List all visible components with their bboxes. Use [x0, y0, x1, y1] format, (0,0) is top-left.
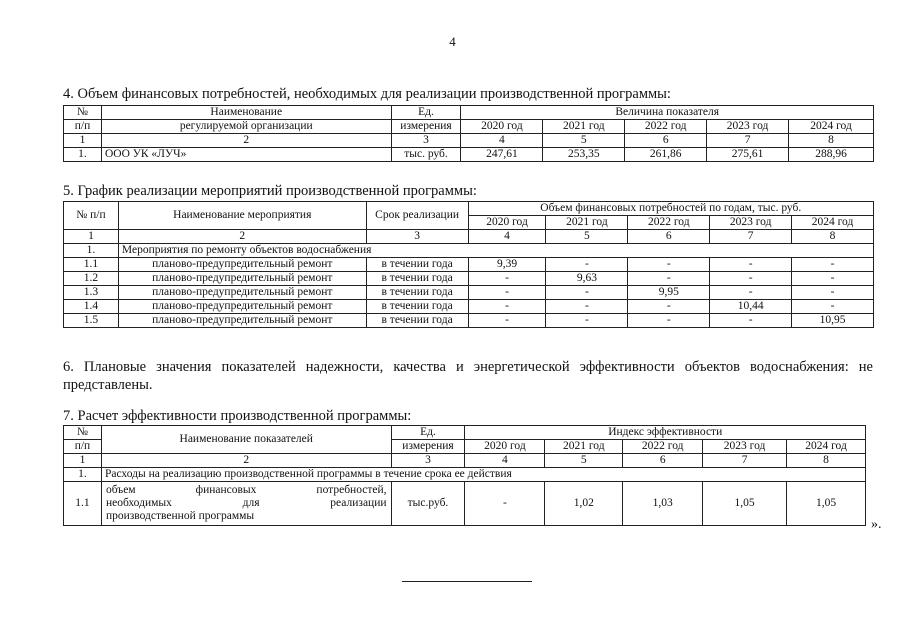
index-cell: 1: [64, 134, 102, 148]
value-cell: -: [710, 258, 792, 272]
year-header: 2022 год: [623, 440, 703, 454]
activity-name: планово-предупредительный ремонт: [118, 286, 366, 300]
value-cell: 9,95: [628, 286, 710, 300]
value-cell: -: [792, 272, 874, 286]
year-header: 2020 год: [468, 216, 546, 230]
section-5-heading: 5. График реализации мероприятий производственной программы:: [63, 183, 477, 199]
value-cell: 10,95: [792, 314, 874, 328]
term-cell: в течении года: [366, 314, 468, 328]
table-row: [64, 148, 874, 162]
table-row: [64, 272, 874, 286]
index-cell: 5: [545, 454, 623, 468]
row-number: 1.2: [64, 272, 119, 286]
col-num-header: № п/п: [64, 202, 119, 230]
term-cell: в течении года: [366, 300, 468, 314]
index-cell: 2: [101, 454, 391, 468]
year-header: 2022 год: [625, 120, 707, 134]
col-index-header: Индекс эффективности: [465, 426, 866, 440]
value-cell: -: [546, 258, 628, 272]
value-cell: 288,96: [789, 148, 874, 162]
value-cell: -: [546, 286, 628, 300]
year-header: 2024 год: [789, 120, 874, 134]
value-cell: -: [468, 272, 546, 286]
year-header: 2020 год: [461, 120, 543, 134]
indicator-name-line: производственной программы: [105, 510, 255, 522]
index-cell: 8: [787, 454, 866, 468]
col-num-header: п/п: [64, 440, 102, 454]
activity-name: планово-предупредительный ремонт: [118, 272, 366, 286]
col-term-header: Срок реализации: [366, 202, 468, 230]
index-cell: 3: [366, 230, 468, 244]
row-number: 1.1: [64, 482, 102, 526]
col-unit-header: Ед.: [391, 426, 465, 440]
group-row: [64, 468, 866, 482]
index-cell: 8: [789, 134, 874, 148]
col-value-header: Величина показателя: [461, 106, 874, 120]
index-cell: 3: [391, 134, 461, 148]
indicator-name: [101, 482, 391, 526]
value-cell: 10,44: [710, 300, 792, 314]
col-num-header: п/п: [64, 120, 102, 134]
value-cell: -: [792, 258, 874, 272]
unit-cell: тыс. руб.: [391, 148, 461, 162]
group-row: [64, 244, 874, 258]
year-header: 2024 год: [787, 440, 866, 454]
value-cell: -: [468, 286, 546, 300]
index-cell: 4: [465, 454, 545, 468]
table-row: [64, 286, 874, 300]
value-cell: -: [628, 258, 710, 272]
activity-name: планово-предупредительный ремонт: [118, 258, 366, 272]
group-number: 1.: [64, 468, 102, 482]
col-unit-header: Ед.: [391, 106, 461, 120]
group-number: 1.: [64, 244, 119, 258]
index-cell: 4: [468, 230, 546, 244]
unit-cell: тыс.руб.: [391, 482, 465, 526]
index-cell: 2: [101, 134, 391, 148]
year-header: 2023 год: [703, 440, 787, 454]
term-cell: в течении года: [366, 286, 468, 300]
index-cell: 6: [628, 230, 710, 244]
col-num-header: №: [64, 106, 102, 120]
index-cell: 5: [546, 230, 628, 244]
section-6-text-line1: 6. Плановые значения показателей надежности, качества и энергетической эффективности объектов водоснабжения: не: [63, 359, 873, 375]
index-cell: 7: [707, 134, 789, 148]
value-cell: -: [465, 482, 545, 526]
schedule-table: [63, 201, 874, 328]
organization-name: ООО УК «ЛУЧ»: [101, 148, 391, 162]
row-number: 1.3: [64, 286, 119, 300]
col-volume-header: Объем финансовых потребностей по годам, тыс. руб.: [468, 202, 873, 216]
col-num-header: №: [64, 426, 102, 440]
table-row: [64, 482, 866, 526]
value-cell: -: [546, 300, 628, 314]
value-cell: 275,61: [707, 148, 789, 162]
section-7-heading: 7. Расчет эффективности производственной программы:: [63, 408, 412, 424]
value-cell: -: [468, 300, 546, 314]
activity-name: планово-предупредительный ремонт: [118, 300, 366, 314]
indicator-name-line: объем финансовых потребностей,: [105, 484, 387, 496]
year-header: 2021 год: [545, 440, 623, 454]
group-title: Расходы на реализацию производственной программы в течение срока ее действия: [101, 468, 865, 482]
index-cell: 6: [623, 454, 703, 468]
index-cell: 5: [543, 134, 625, 148]
financial-needs-table: [63, 105, 874, 162]
page-number: 4: [449, 34, 456, 49]
year-header: 2020 год: [465, 440, 545, 454]
col-unit-header: измерения: [391, 120, 461, 134]
index-cell: 2: [118, 230, 366, 244]
year-header: 2021 год: [546, 216, 628, 230]
value-cell: 261,86: [625, 148, 707, 162]
value-cell: -: [710, 272, 792, 286]
year-header: 2024 год: [792, 216, 874, 230]
row-number: 1.4: [64, 300, 119, 314]
col-org-header: регулируемой организации: [101, 120, 391, 134]
index-cell: 8: [792, 230, 874, 244]
table-row: [64, 314, 874, 328]
index-cell: 6: [625, 134, 707, 148]
group-title: Мероприятия по ремонту объектов водоснабжения: [118, 244, 873, 258]
indicator-name-line: необходимых для реализации: [105, 497, 387, 509]
table-row: [64, 300, 874, 314]
activity-name: планово-предупредительный ремонт: [118, 314, 366, 328]
value-cell: 1,03: [623, 482, 703, 526]
term-cell: в течении года: [366, 258, 468, 272]
value-cell: 9,39: [468, 258, 546, 272]
year-header: 2023 год: [707, 120, 789, 134]
section-6-text-line2: представлены.: [63, 377, 153, 393]
table-row: [64, 258, 874, 272]
col-org-header: Наименование: [101, 106, 391, 120]
footnote-divider: [402, 581, 532, 582]
term-cell: в течении года: [366, 272, 468, 286]
value-cell: 253,35: [543, 148, 625, 162]
year-header: 2021 год: [543, 120, 625, 134]
value-cell: -: [710, 286, 792, 300]
col-unit-header: измерения: [391, 440, 465, 454]
index-cell: 7: [703, 454, 787, 468]
row-number: 1.1: [64, 258, 119, 272]
col-name-header: Наименование мероприятия: [118, 202, 366, 230]
value-cell: -: [628, 300, 710, 314]
value-cell: 247,61: [461, 148, 543, 162]
value-cell: -: [792, 300, 874, 314]
section-4-heading: 4. Объем финансовых потребностей, необходимых для реализации производственной программы:: [63, 86, 671, 102]
index-row: [64, 454, 866, 468]
year-header: 2022 год: [628, 216, 710, 230]
value-cell: 1,05: [703, 482, 787, 526]
row-number: 1.: [64, 148, 102, 162]
index-cell: 3: [391, 454, 465, 468]
closing-quote: ».: [871, 517, 882, 532]
value-cell: -: [628, 314, 710, 328]
value-cell: 1,05: [787, 482, 866, 526]
index-cell: 1: [64, 230, 119, 244]
index-row: [64, 134, 874, 148]
value-cell: -: [710, 314, 792, 328]
index-cell: 7: [710, 230, 792, 244]
value-cell: -: [628, 272, 710, 286]
efficiency-table: [63, 425, 866, 526]
value-cell: -: [546, 314, 628, 328]
value-cell: 9,63: [546, 272, 628, 286]
year-header: 2023 год: [710, 216, 792, 230]
index-row: [64, 230, 874, 244]
col-name-header: Наименование показателей: [101, 426, 391, 454]
index-cell: 4: [461, 134, 543, 148]
value-cell: 1,02: [545, 482, 623, 526]
value-cell: -: [468, 314, 546, 328]
row-number: 1.5: [64, 314, 119, 328]
value-cell: -: [792, 286, 874, 300]
index-cell: 1: [64, 454, 102, 468]
